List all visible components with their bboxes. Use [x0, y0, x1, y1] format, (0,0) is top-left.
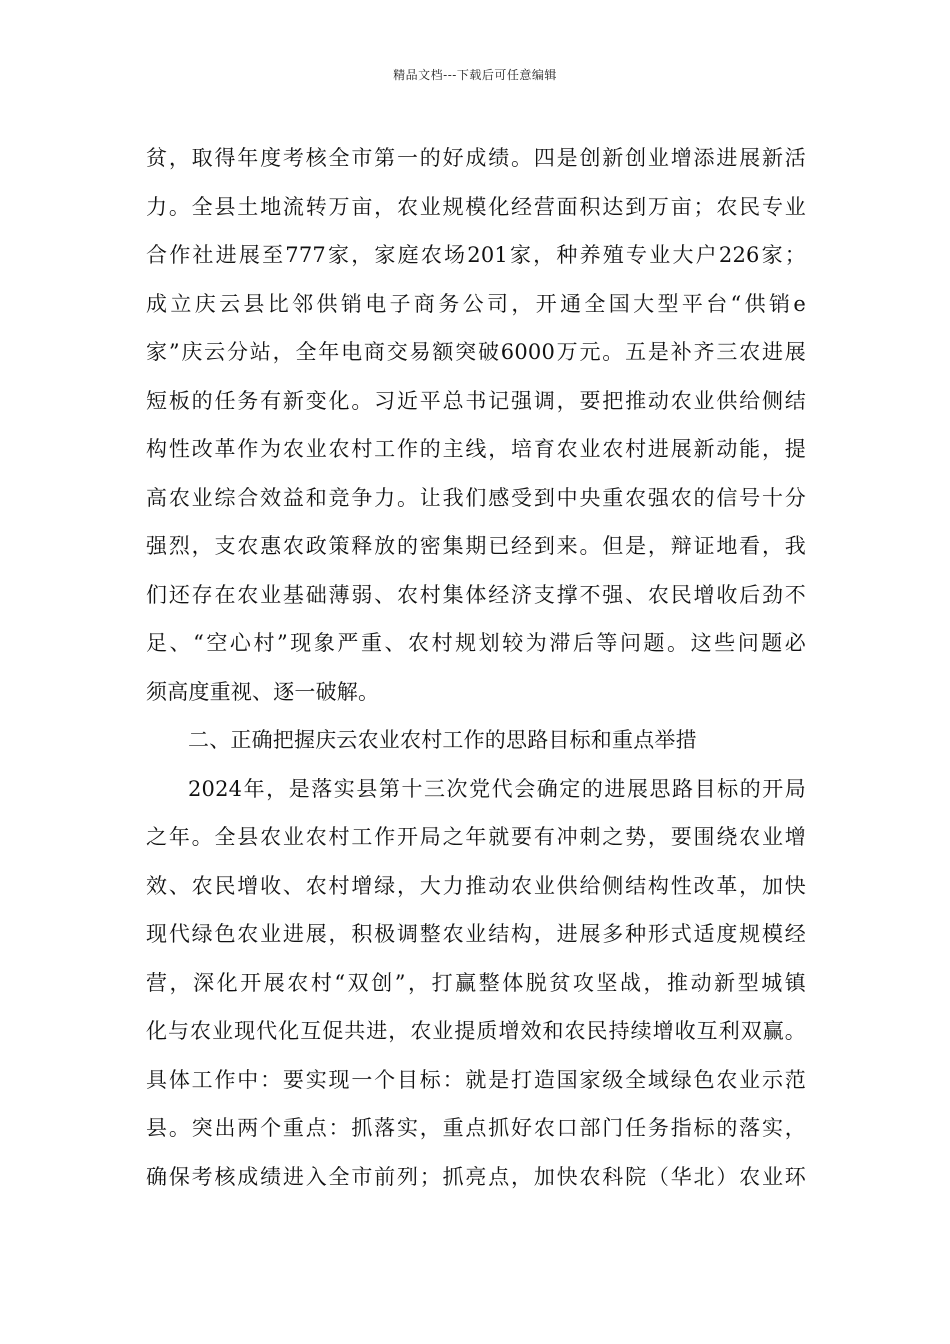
text-line: 强烈，支农惠农政策释放的密集期已经到来。但是，辩证地看，我 — [146, 534, 806, 558]
text-line: 2024年，是落实县第十三次党代会确定的进展思路目标的开局 — [188, 776, 806, 801]
text-line: 具体工作中：要实现一个目标：就是打造国家级全域绿色农业示范 — [146, 1067, 806, 1092]
text-line: 成立庆云县比邻供销电子商务公司，开通全国大型平台“供销e — [146, 291, 806, 316]
section-heading: 二、正确把握庆云农业农村工作的思路目标和重点举措 — [188, 728, 697, 752]
document-body — [146, 134, 806, 1201]
text-line: 须高度重视、逐一破解。 — [146, 679, 380, 704]
text-line: 现代绿色农业进展，积极调整农业结构，进展多种形式适度规模经 — [146, 922, 806, 946]
text-line: 力。全县土地流转万亩，农业规模化经营面积达到万亩；农民专业 — [146, 194, 806, 219]
text-line: 家”庆云分站，全年电商交易额突破6000万元。五是补齐三农进展 — [146, 340, 806, 364]
text-line: 之年。全县农业农村工作开局之年就要有冲刺之势，要围绕农业增 — [146, 825, 806, 849]
text-line: 构性改革作为农业农村工作的主线，培育农业农村进展新动能，提 — [146, 437, 806, 461]
text-line: 贫，取得年度考核全市第一的好成绩。四是创新创业增添进展新活 — [146, 146, 806, 170]
text-line: 营，深化开展农村“双创”，打赢整体脱贫攻坚战，推动新型城镇 — [146, 970, 806, 995]
text-line: 确保考核成绩进入全市前列；抓亮点，加快农科院（华北）农业环 — [146, 1164, 806, 1189]
text-line: 合作社进展至777家，家庭农场201家，种养殖专业大户226家； — [146, 243, 806, 267]
text-line: 化与农业现代化互促共进，农业提质增效和农民持续增收互利双赢。 — [146, 1019, 806, 1043]
text-line: 短板的任务有新变化。习近平总书记强调，要把推动农业供给侧结 — [146, 388, 806, 413]
page-header: 精品文档---下载后可任意编辑 — [393, 68, 557, 82]
text-line: 效、农民增收、农村增绿，大力推动农业供给侧结构性改革，加快 — [146, 873, 806, 898]
text-line: 足、“空心村”现象严重、农村规划较为滞后等问题。这些问题必 — [146, 631, 806, 655]
text-line: 县。突出两个重点：抓落实，重点抓好农口部门任务指标的落实， — [146, 1116, 806, 1140]
text-line: 们还存在农业基础薄弱、农村集体经济支撑不强、农民增收后劲不 — [146, 582, 806, 607]
text-line: 高农业综合效益和竞争力。让我们感受到中央重农强农的信号十分 — [146, 485, 806, 510]
